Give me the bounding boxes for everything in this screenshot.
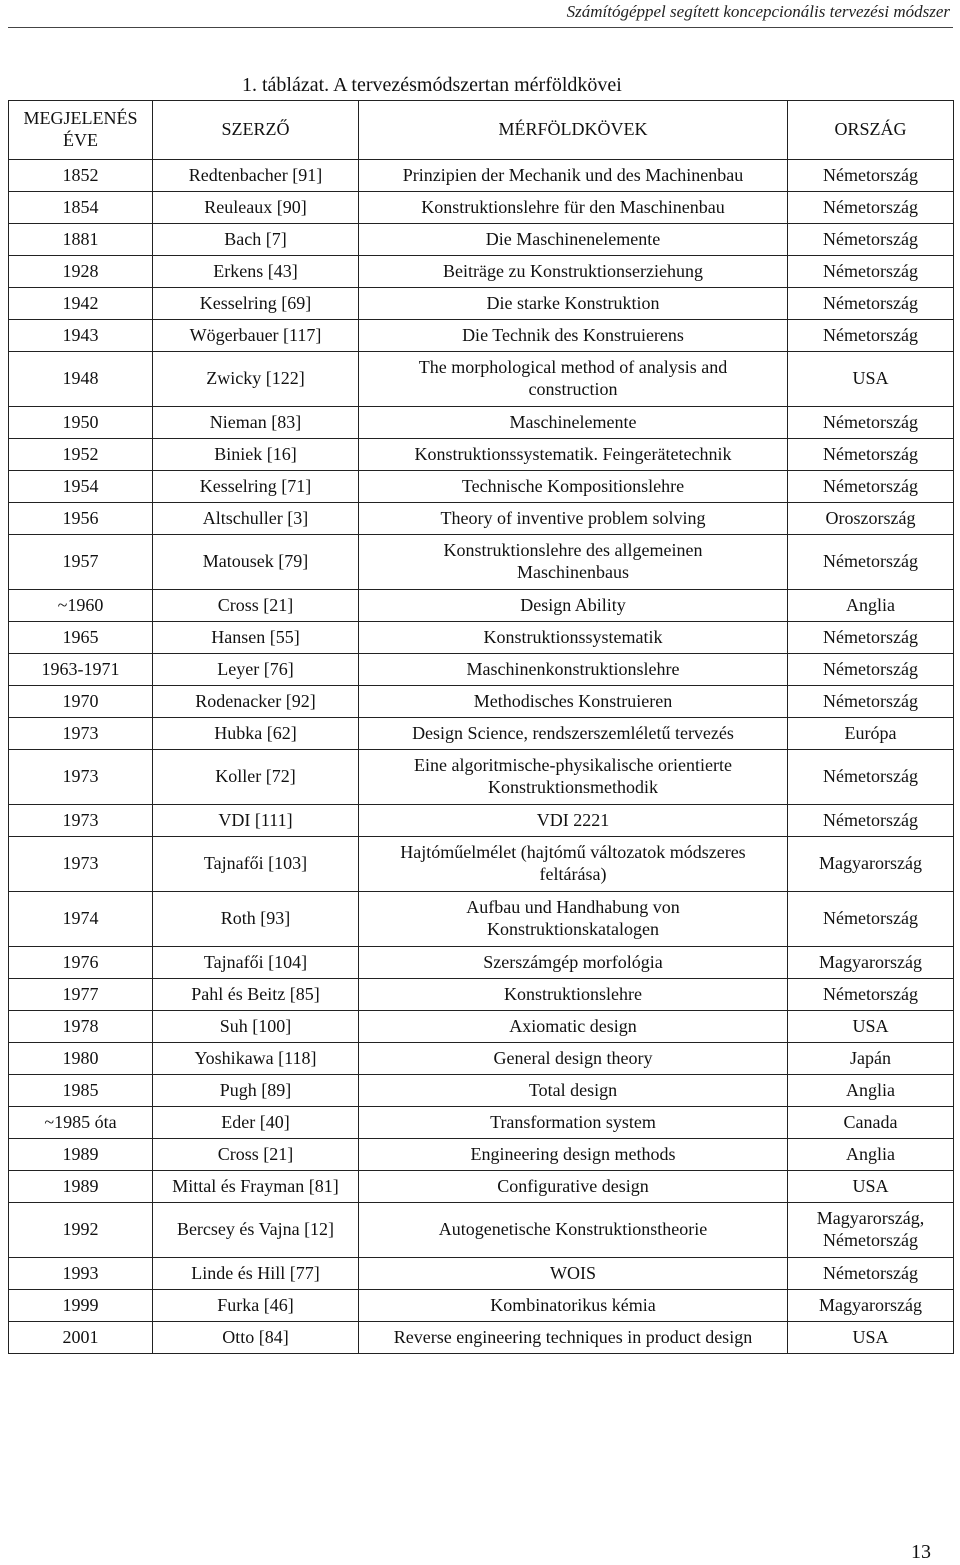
country-cell [788, 1107, 954, 1139]
author-cell: Rodenacker [92] [153, 686, 359, 718]
country-cell [788, 622, 954, 654]
table-row [9, 1139, 954, 1171]
country-cell [788, 686, 954, 718]
milestone-line: VDI 2221 [536, 809, 610, 830]
country-line: Németország [823, 411, 918, 432]
milestone-line: Design Ability [520, 594, 626, 615]
table-row [9, 654, 954, 686]
milestone-line: Total design [528, 1079, 618, 1100]
author-cell: Wögerbauer [117] [153, 320, 359, 352]
year-cell: 1954 [9, 471, 153, 503]
milestone-line: Technische Kompositionslehre [461, 475, 685, 496]
author-cell: Hubka [62] [153, 718, 359, 750]
year-cell: 1852 [9, 160, 153, 192]
running-header: Számítógéppel segített koncepcionális tervezési módszer [566, 2, 950, 21]
country-line: Németország [823, 164, 918, 185]
milestone-cell [359, 407, 788, 439]
table-row [9, 224, 954, 256]
author-cell: Biniek [16] [153, 439, 359, 471]
table-body [9, 160, 954, 1354]
year-cell: 1973 [9, 750, 153, 805]
year-cell: 1928 [9, 256, 153, 288]
year-cell: 1973 [9, 805, 153, 837]
milestone-cell [359, 160, 788, 192]
milestone-line: Axiomatic design [509, 1015, 637, 1036]
country-line: Németország [823, 196, 918, 217]
country-cell [788, 1075, 954, 1107]
country-cell [788, 805, 954, 837]
column-header-country: ORSZÁG [788, 101, 954, 160]
year-cell: 1963-1971 [9, 654, 153, 686]
milestone-line: Konstruktionskatalogen [487, 919, 659, 939]
country-cell [788, 320, 954, 352]
table-row [9, 1043, 954, 1075]
country-line: Németország [823, 908, 918, 929]
country-line: Anglia [846, 1143, 895, 1164]
country-line: Magyarország, [816, 1208, 925, 1229]
country-cell [788, 503, 954, 535]
year-cell: 1950 [9, 407, 153, 439]
table-row [9, 160, 954, 192]
milestone-cell [359, 1203, 788, 1258]
country-cell [788, 1203, 954, 1258]
author-cell: Mittal és Frayman [81] [153, 1171, 359, 1203]
year-cell: 2001 [9, 1322, 153, 1354]
milestone-line: Aufbau und Handhabung von [466, 897, 680, 918]
milestone-line: Theory of inventive problem solving [440, 507, 706, 528]
milestone-line: Transformation system [490, 1111, 656, 1132]
country-cell [788, 654, 954, 686]
milestone-line: Methodisches Konstruieren [473, 690, 673, 711]
country-cell [788, 750, 954, 805]
author-cell: Nieman [83] [153, 407, 359, 439]
milestone-cell [359, 1139, 788, 1171]
table-row [9, 1171, 954, 1203]
year-cell: 1970 [9, 686, 153, 718]
column-header-year-line: MEGJELENÉS [23, 108, 138, 129]
country-cell [788, 439, 954, 471]
milestone-line: Die Technik des Konstruierens [462, 324, 684, 345]
country-line: Németország [823, 1230, 918, 1250]
country-cell [788, 256, 954, 288]
milestone-line: General design theory [493, 1047, 653, 1068]
author-cell: Pugh [89] [153, 1075, 359, 1107]
milestone-cell [359, 1107, 788, 1139]
country-line: Németország [823, 809, 918, 830]
milestone-line: Hajtóműelmélet (hajtómű változatok módszeres [400, 842, 746, 863]
milestone-line: Kombinatorikus kémia [490, 1294, 656, 1315]
milestones-table [8, 100, 954, 1354]
country-line: Japán [850, 1047, 891, 1068]
author-cell: Furka [46] [153, 1290, 359, 1322]
milestone-line: Konstruktionslehre [504, 983, 642, 1004]
country-line: USA [852, 1326, 889, 1347]
country-line: Németország [823, 626, 918, 647]
table-row [9, 535, 954, 590]
author-cell: VDI [111] [153, 805, 359, 837]
country-line: Németország [823, 324, 918, 345]
table-row [9, 407, 954, 439]
country-line: Németország [823, 292, 918, 313]
table-row [9, 805, 954, 837]
author-cell: Reuleaux [90] [153, 192, 359, 224]
year-cell: 1978 [9, 1011, 153, 1043]
country-cell [788, 471, 954, 503]
milestone-cell [359, 503, 788, 535]
milestone-cell [359, 979, 788, 1011]
table-row [9, 1075, 954, 1107]
table-row [9, 1107, 954, 1139]
table-row [9, 750, 954, 805]
country-line: Canada [843, 1111, 898, 1132]
author-cell: Tajnafői [103] [153, 837, 359, 892]
table-row [9, 718, 954, 750]
year-cell: 1980 [9, 1043, 153, 1075]
year-cell: 1943 [9, 320, 153, 352]
author-cell: Kesselring [69] [153, 288, 359, 320]
country-cell [788, 837, 954, 892]
page-number: 13 [911, 1541, 931, 1563]
milestone-cell [359, 1322, 788, 1354]
milestone-line: Konstruktionsmethodik [488, 777, 658, 797]
milestone-cell [359, 1011, 788, 1043]
milestone-line: Eine algoritmische-physikalische orientierte [414, 755, 732, 776]
milestone-cell [359, 439, 788, 471]
country-cell [788, 288, 954, 320]
country-cell [788, 352, 954, 407]
year-cell: 1973 [9, 837, 153, 892]
table-row [9, 1322, 954, 1354]
author-cell: Roth [93] [153, 892, 359, 947]
author-cell: Tajnafői [104] [153, 947, 359, 979]
milestone-line: Maschinenbaus [517, 562, 629, 582]
country-cell [788, 947, 954, 979]
year-cell: 1985 [9, 1075, 153, 1107]
author-cell: Cross [21] [153, 1139, 359, 1171]
author-cell: Cross [21] [153, 590, 359, 622]
country-line: Németország [823, 475, 918, 496]
milestone-line: Konstruktionssystematik. Feingerätetechnik [414, 443, 732, 464]
milestone-line: Maschinenkonstruktionslehre [466, 658, 680, 679]
milestone-line: Design Science, rendszerszemléletű tervezés [412, 722, 734, 743]
table-row [9, 590, 954, 622]
table-header-row [9, 101, 954, 160]
country-line: Magyarország [819, 853, 922, 874]
country-cell [788, 1171, 954, 1203]
table-row [9, 320, 954, 352]
milestone-cell [359, 1258, 788, 1290]
milestone-cell [359, 892, 788, 947]
column-header-year-line: ÉVE [63, 130, 98, 150]
author-cell: Hansen [55] [153, 622, 359, 654]
year-cell: ~1985 óta [9, 1107, 153, 1139]
country-cell [788, 192, 954, 224]
country-line: Magyarország [819, 951, 922, 972]
country-cell [788, 1011, 954, 1043]
year-cell: 1973 [9, 718, 153, 750]
milestone-cell [359, 224, 788, 256]
table-row [9, 892, 954, 947]
country-line: Németország [823, 551, 918, 572]
milestone-line: Reverse engineering techniques in product design [393, 1326, 753, 1347]
country-cell [788, 979, 954, 1011]
country-cell [788, 590, 954, 622]
country-line: Németország [823, 443, 918, 464]
milestone-line: Die Maschinenelemente [485, 228, 661, 249]
year-cell: 1999 [9, 1290, 153, 1322]
milestone-line: WOIS [550, 1262, 596, 1283]
column-header-author: SZERZŐ [153, 101, 359, 160]
author-cell: Kesselring [71] [153, 471, 359, 503]
country-line: Oroszország [825, 507, 916, 528]
milestone-cell [359, 1290, 788, 1322]
country-line: Magyarország [819, 1294, 922, 1315]
country-cell [788, 1258, 954, 1290]
milestone-cell [359, 654, 788, 686]
year-cell: 1881 [9, 224, 153, 256]
author-cell: Linde és Hill [77] [153, 1258, 359, 1290]
milestone-cell [359, 256, 788, 288]
milestone-cell [359, 1043, 788, 1075]
table-caption: 1. táblázat. A tervezésmódszertan mérföldkövei [242, 74, 622, 96]
table-row [9, 1290, 954, 1322]
country-line: Németország [823, 1262, 918, 1283]
author-cell: Yoshikawa [118] [153, 1043, 359, 1075]
milestone-cell [359, 590, 788, 622]
milestone-cell [359, 1075, 788, 1107]
country-cell [788, 718, 954, 750]
table-row [9, 686, 954, 718]
table-row [9, 979, 954, 1011]
table-row [9, 439, 954, 471]
year-cell: 1989 [9, 1139, 153, 1171]
country-line: Németország [823, 766, 918, 787]
column-header-milestone: MÉRFÖLDKÖVEK [359, 101, 788, 160]
year-cell: 1854 [9, 192, 153, 224]
year-cell: 1952 [9, 439, 153, 471]
country-cell [788, 1139, 954, 1171]
country-cell [788, 892, 954, 947]
year-cell: ~1960 [9, 590, 153, 622]
author-cell: Leyer [76] [153, 654, 359, 686]
table-row [9, 1203, 954, 1258]
milestone-line: Autogenetische Konstruktionstheorie [438, 1219, 708, 1240]
country-line: Németország [823, 690, 918, 711]
author-cell: Pahl és Beitz [85] [153, 979, 359, 1011]
milestone-line: Konstruktionslehre des allgemeinen [443, 540, 703, 561]
milestone-line: Konstruktionslehre für den Maschinenbau [421, 196, 725, 217]
milestone-cell [359, 352, 788, 407]
country-line: Németország [823, 260, 918, 281]
table-row [9, 471, 954, 503]
country-line: Európa [844, 722, 897, 743]
country-cell [788, 1322, 954, 1354]
milestone-cell [359, 535, 788, 590]
country-line: Németország [823, 658, 918, 679]
author-cell: Suh [100] [153, 1011, 359, 1043]
milestone-cell [359, 686, 788, 718]
milestone-line: feltárása) [539, 864, 607, 884]
country-cell [788, 1043, 954, 1075]
year-cell: 1965 [9, 622, 153, 654]
milestone-cell [359, 1171, 788, 1203]
milestone-cell [359, 288, 788, 320]
milestone-line: Maschinelemente [509, 411, 637, 432]
country-cell [788, 407, 954, 439]
milestone-line: Beiträge zu Konstruktionserziehung [443, 260, 703, 281]
country-cell [788, 535, 954, 590]
table-row [9, 256, 954, 288]
country-cell [788, 160, 954, 192]
milestone-cell [359, 947, 788, 979]
author-cell: Bach [7] [153, 224, 359, 256]
milestone-line: The morphological method of analysis and [418, 357, 728, 378]
milestone-line: construction [528, 379, 618, 399]
country-line: Anglia [846, 1079, 895, 1100]
author-cell: Koller [72] [153, 750, 359, 805]
milestone-cell [359, 471, 788, 503]
author-cell: Bercsey és Vajna [12] [153, 1203, 359, 1258]
country-line: USA [852, 368, 889, 389]
milestone-cell [359, 192, 788, 224]
year-cell: 1992 [9, 1203, 153, 1258]
milestone-line: Engineering design methods [470, 1143, 676, 1164]
author-cell: Erkens [43] [153, 256, 359, 288]
header-rule [8, 27, 953, 28]
milestone-cell [359, 320, 788, 352]
year-cell: 1974 [9, 892, 153, 947]
milestone-line: Die starke Konstruktion [486, 292, 660, 313]
milestone-line: Configurative design [497, 1175, 649, 1196]
year-cell: 1976 [9, 947, 153, 979]
country-line: Németország [823, 228, 918, 249]
milestone-cell [359, 750, 788, 805]
author-cell: Redtenbacher [91] [153, 160, 359, 192]
table-row [9, 947, 954, 979]
country-line: Németország [823, 983, 918, 1004]
country-cell [788, 224, 954, 256]
author-cell: Altschuller [3] [153, 503, 359, 535]
milestone-line: Prinzipien der Mechanik und des Machinenbau [402, 164, 744, 185]
year-cell: 1956 [9, 503, 153, 535]
table-row [9, 192, 954, 224]
year-cell: 1989 [9, 1171, 153, 1203]
author-cell: Zwicky [122] [153, 352, 359, 407]
year-cell: 1957 [9, 535, 153, 590]
table-row [9, 1011, 954, 1043]
year-cell: 1948 [9, 352, 153, 407]
milestone-cell [359, 837, 788, 892]
table-row [9, 837, 954, 892]
country-line: Anglia [846, 594, 895, 615]
table-row [9, 352, 954, 407]
country-line: USA [852, 1015, 889, 1036]
table-row [9, 503, 954, 535]
milestone-cell [359, 622, 788, 654]
column-header-year [9, 101, 153, 160]
country-cell [788, 1290, 954, 1322]
country-line: USA [852, 1175, 889, 1196]
milestone-cell [359, 718, 788, 750]
milestone-cell [359, 805, 788, 837]
milestone-line: Szerszámgép morfológia [483, 951, 663, 972]
table-row [9, 1258, 954, 1290]
table-row [9, 288, 954, 320]
milestone-line: Konstruktionssystematik [483, 626, 663, 647]
year-cell: 1942 [9, 288, 153, 320]
year-cell: 1977 [9, 979, 153, 1011]
year-cell: 1993 [9, 1258, 153, 1290]
author-cell: Otto [84] [153, 1322, 359, 1354]
table-row [9, 622, 954, 654]
author-cell: Eder [40] [153, 1107, 359, 1139]
author-cell: Matousek [79] [153, 535, 359, 590]
